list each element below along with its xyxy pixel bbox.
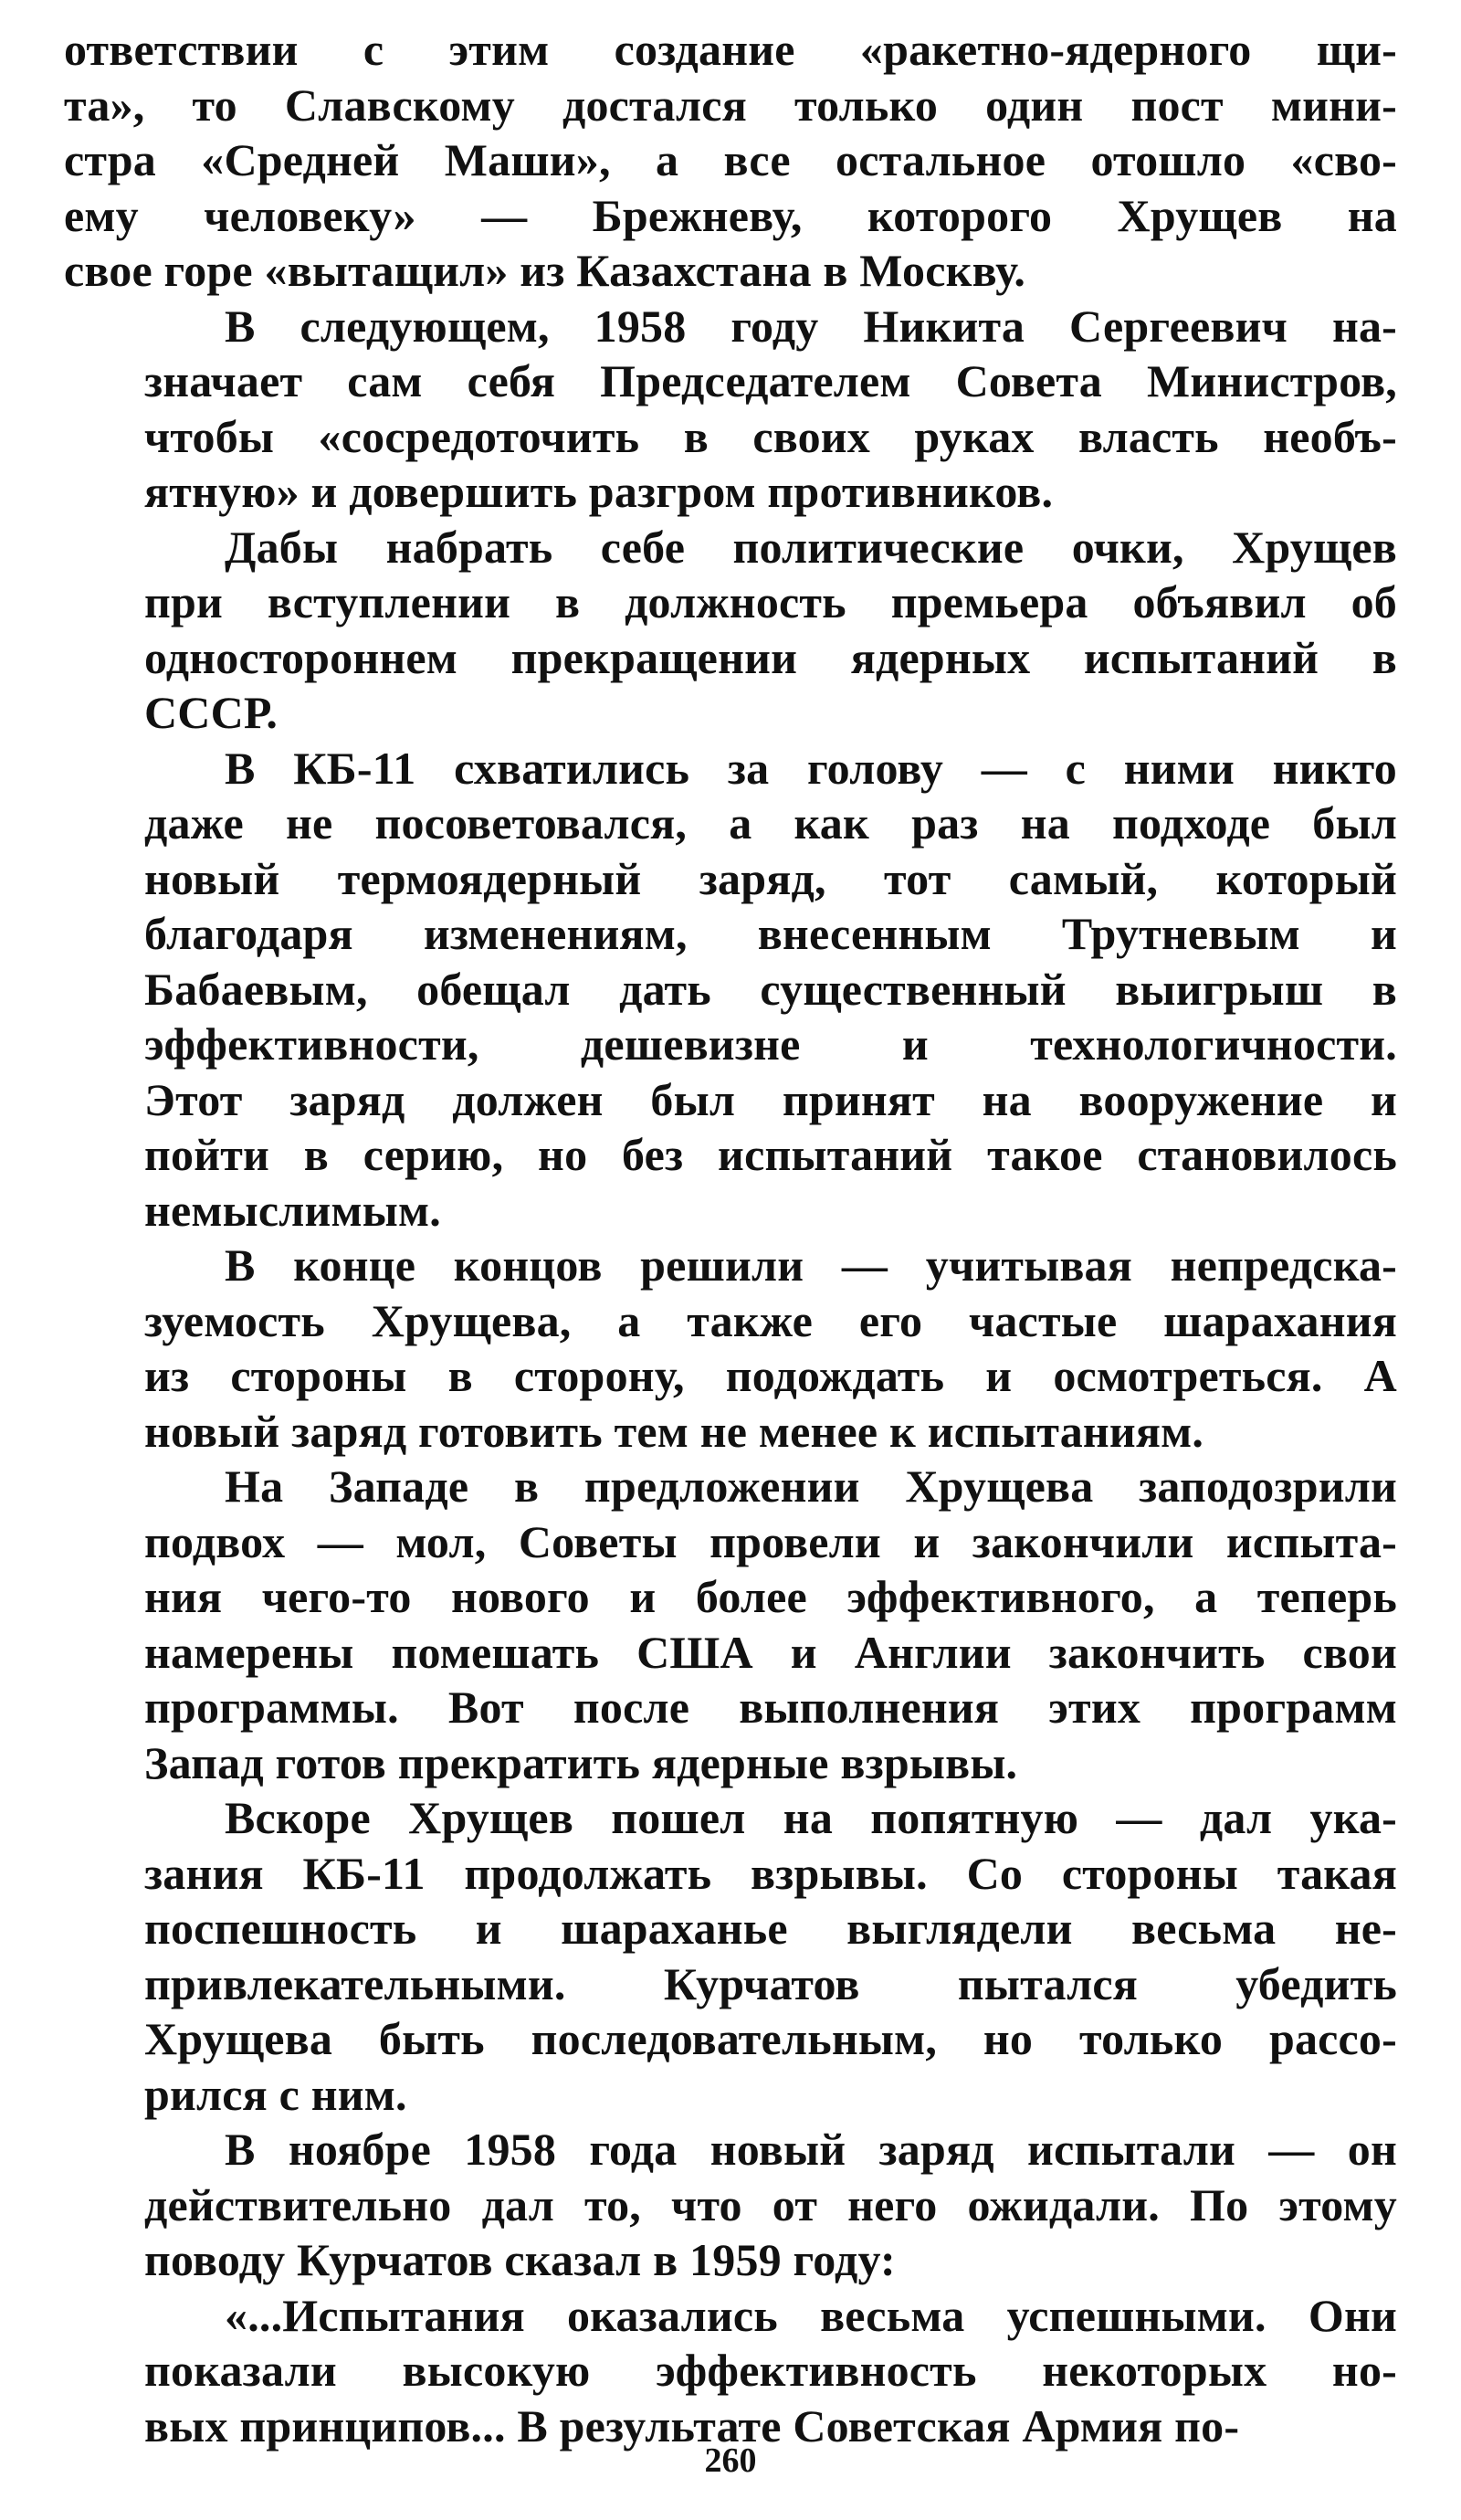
paragraph <box>64 2288 1397 2454</box>
text-line: зания КБ-11 продолжать взрывы. Со стороны такая <box>144 1847 1397 1899</box>
text-line: ятную» и довершить разгром противников. <box>144 466 1054 517</box>
text-line: показали высокую эффективность некоторых но- <box>144 2345 1397 2396</box>
text-line: новый заряд готовить тем не менее к испытаниям. <box>144 1405 1204 1457</box>
text-line: намерены помешать США и Англии закончить свои <box>144 1626 1397 1678</box>
text-line: свое горе «вытащил» из Казахстана в Москву. <box>64 245 1026 296</box>
text-line: В конце концов решили — учитывая непредска- <box>225 1239 1397 1291</box>
text-line: подвох — мол, Советы провели и закончили испыта- <box>144 1515 1397 1567</box>
paragraph <box>64 2122 1397 2288</box>
text-line: та», то Славскому достался только один пост мини- <box>64 79 1397 131</box>
text-line: зуемость Хрущева, а также его частые шарахания <box>144 1294 1397 1346</box>
paragraph <box>64 22 1397 299</box>
text-line: Дабы набрать себе политические очки, Хрущев <box>225 521 1397 573</box>
text-line: чтобы «сосредоточить в своих руках власть необъ- <box>144 410 1397 462</box>
paragraph <box>64 1790 1397 2122</box>
text-line: при вступлении в должность премьера объявил об <box>144 576 1397 627</box>
text-line: ния чего-то нового и более эффективного, а теперь <box>144 1571 1397 1622</box>
text-line: программы. Вот после выполнения этих программ <box>144 1682 1397 1733</box>
text-line: поводу Курчатов сказал в 1959 году: <box>144 2234 896 2285</box>
paragraph <box>64 1459 1397 1790</box>
text-line: эффективности, дешевизне и технологичности. <box>144 1018 1397 1070</box>
text-line: Вскоре Хрущев пошел на попятную — дал ука- <box>225 1792 1397 1843</box>
text-line: СССР. <box>144 687 279 738</box>
text-line: «...Испытания оказались весьма успешными. Они <box>225 2289 1397 2341</box>
paragraph <box>64 520 1397 741</box>
text-line: Хрущева быть последовательным, но только рассо- <box>144 2013 1397 2064</box>
page-number: 260 <box>704 2441 757 2480</box>
text-line: привлекательными. Курчатов пытался убедить <box>144 1957 1397 2009</box>
book-page <box>64 22 1397 2453</box>
text-line: поспешность и шараханье выглядели весьма не- <box>144 1903 1397 1954</box>
text-line: действительно дал то, что от него ожидали. По этому <box>144 2178 1397 2230</box>
text-line: немыслимым. <box>144 1184 442 1236</box>
paragraph <box>64 299 1397 520</box>
text-line: Бабаевым, обещал дать существенный выигрыш в <box>144 963 1397 1015</box>
text-line: из стороны в сторону, подождать и осмотреться. А <box>144 1350 1397 1401</box>
text-line: В ноябре 1958 года новый заряд испытали — он <box>225 2124 1397 2175</box>
text-line: Этот заряд должен был принят на вооружение и <box>144 1073 1397 1125</box>
text-line: В КБ-11 схватились за голову — с ними никто <box>225 742 1397 794</box>
text-line: значает сам себя Председателем Совета Министров, <box>144 355 1397 406</box>
text-line: даже не посоветовался, а как раз на подходе был <box>144 797 1397 849</box>
text-line: вых принципов... В результате Советская Армия по- <box>144 2399 1240 2451</box>
text-line: стра «Средней Маши», а все остальное отошло «сво- <box>64 134 1397 185</box>
text-line: одностороннем прекращении ядерных испытаний в <box>144 631 1397 683</box>
text-line: пойти в серию, но без испытаний такое становилось <box>144 1129 1397 1180</box>
text-line: Запад готов прекратить ядерные взрывы. <box>144 1736 1018 1788</box>
text-line: ответствии с этим создание «ракетно-ядерного щи- <box>64 24 1397 75</box>
text-line: благодаря изменениям, внесенным Трутневым и <box>144 908 1397 959</box>
paragraph <box>64 741 1397 1239</box>
paragraph <box>64 1238 1397 1459</box>
text-line: В следующем, 1958 году Никита Сергеевич на- <box>225 300 1397 352</box>
text-line: новый термоядерный заряд, тот самый, который <box>144 852 1397 904</box>
text-line: рился с ним. <box>144 2068 407 2120</box>
text-line: На Западе в предложении Хрущева заподозрили <box>225 1460 1397 1512</box>
text-line: ему человеку» — Брежневу, которого Хрущев на <box>64 189 1397 241</box>
